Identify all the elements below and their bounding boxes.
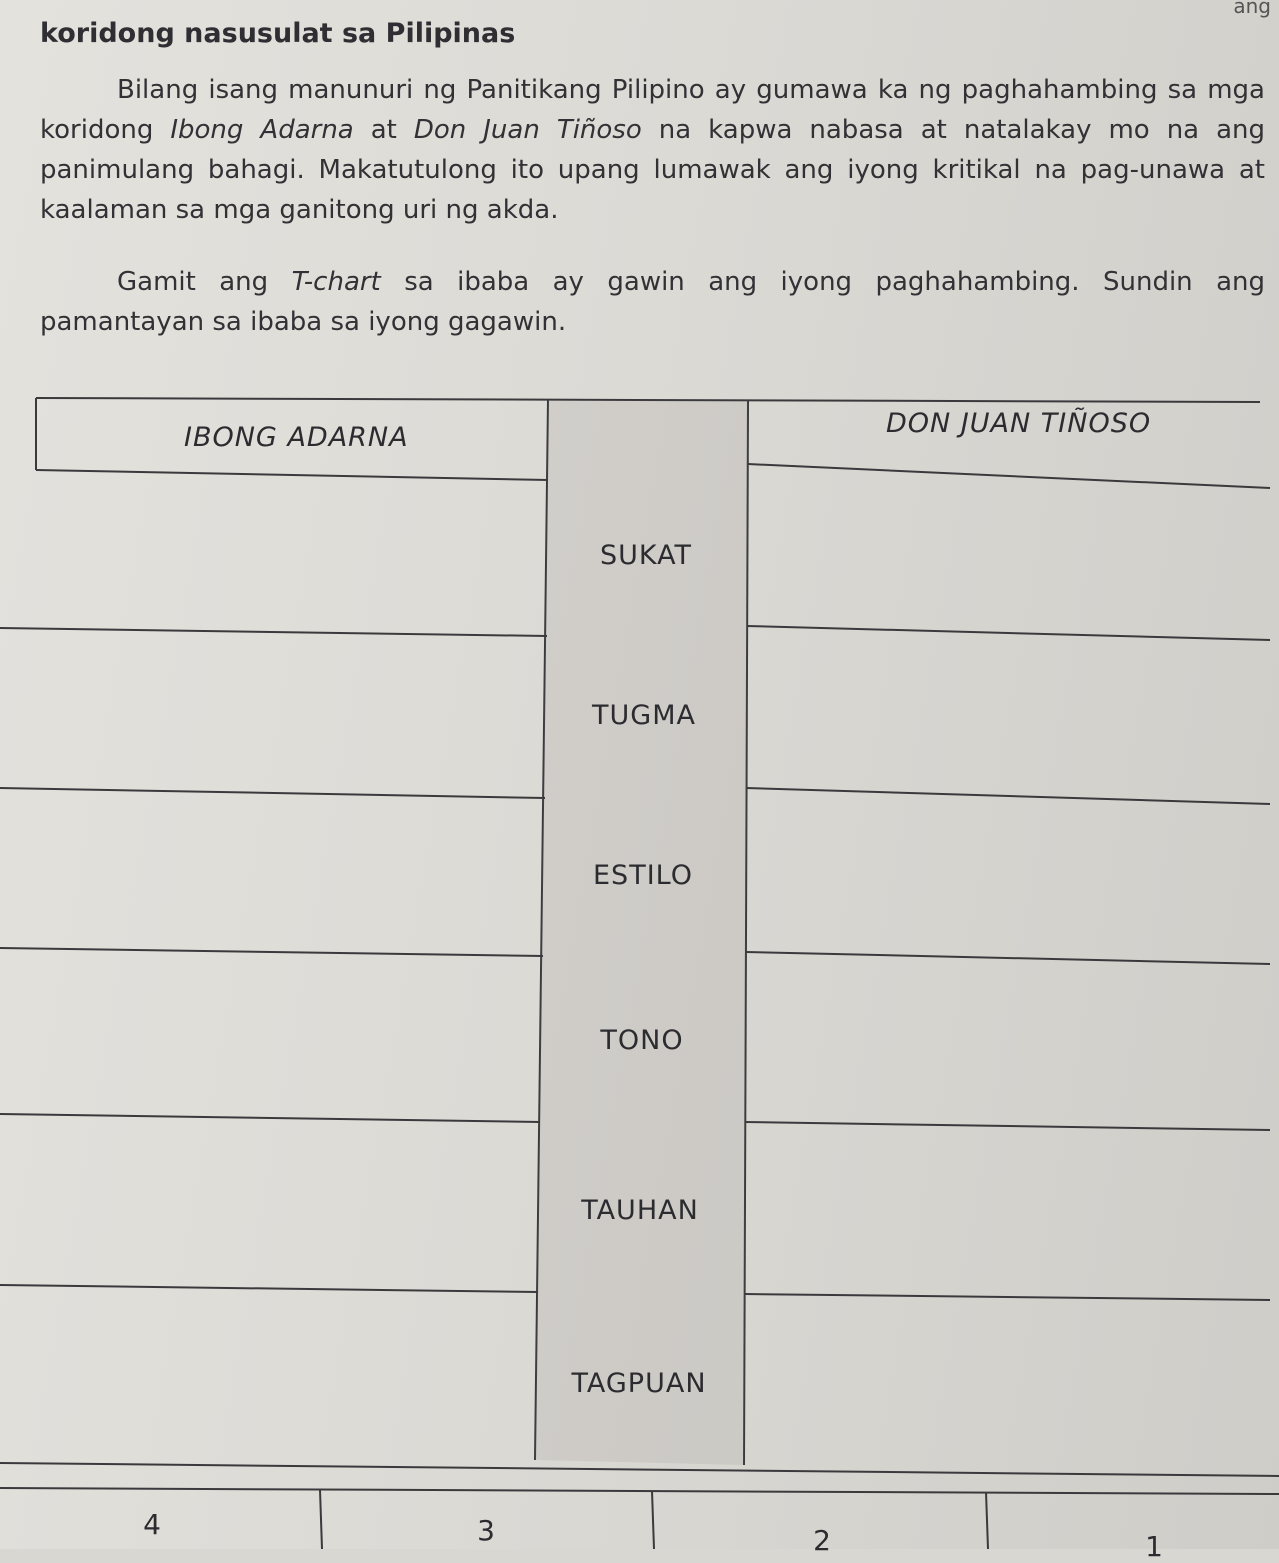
criterion-sukat: SUKAT	[600, 540, 692, 571]
rubric-score-3: 3	[477, 1514, 495, 1547]
title-ibong-adarna: Ibong Adarna	[170, 115, 354, 145]
criterion-tagpuan: TAGPUAN	[571, 1368, 707, 1399]
title-don-juan-tinoso: Don Juan Tiñoso	[413, 115, 642, 145]
right-column-header: DON JUAN TIÑOSO	[886, 408, 1152, 439]
criterion-estilo: ESTILO	[593, 860, 693, 891]
rubric-score-2: 2	[813, 1524, 831, 1557]
rubric-table	[0, 1480, 1279, 1563]
answer-cell-don-juan-tauhan[interactable]	[752, 1132, 1262, 1292]
instruction-paragraph-2: Gamit ang T-chart sa ibaba ay gawin ang iyong paghahambing. Sundin ang pamantayan sa ibaba sa iyong gagawin.	[40, 267, 1265, 337]
section-heading: koridong nasusulat sa Pilipinas	[40, 18, 516, 49]
answer-cell-ibong-adarna-tono[interactable]	[40, 960, 535, 1110]
tchart-term: T-chart	[291, 267, 381, 297]
criterion-tugma: TUGMA	[592, 700, 696, 731]
left-column-header: IBONG ADARNA	[184, 422, 409, 453]
answer-cell-don-juan-tagpuan[interactable]	[752, 1302, 1262, 1462]
answer-cell-don-juan-sukat[interactable]	[752, 490, 1262, 625]
rubric-score-4: 4	[143, 1508, 161, 1541]
answer-cell-don-juan-estilo[interactable]	[752, 806, 1262, 951]
t-chart	[0, 370, 1279, 1480]
criterion-tono: TONO	[600, 1025, 684, 1056]
criterion-tauhan: TAUHAN	[581, 1195, 699, 1226]
answer-cell-ibong-adarna-estilo[interactable]	[40, 800, 540, 945]
instruction-paragraph-1: Bilang isang manunuri ng Panitikang Pilipino ay gumawa ka ng paghahambing sa mga koridong Ibong Adarna at Don Juan Tiñoso na kapwa nabasa at natalakay mo na ang panimulang bahagi. Makatutulong ito upang lumawak ang iyong kritikal na pag-unawa at kaalaman sa mga ganitong uri ng akda.	[40, 75, 1266, 225]
corner-text-fragment: ang	[1233, 0, 1271, 18]
answer-cell-ibong-adarna-tagpuan[interactable]	[40, 1296, 530, 1456]
answer-cell-don-juan-tugma[interactable]	[752, 642, 1262, 787]
answer-cell-ibong-adarna-tugma[interactable]	[40, 640, 540, 785]
rubric-score-1: 1	[1145, 1530, 1163, 1563]
answer-cell-don-juan-tono[interactable]	[752, 966, 1262, 1116]
rubric-grid	[0, 1480, 1279, 1549]
answer-cell-ibong-adarna-sukat[interactable]	[40, 482, 540, 627]
answer-cell-ibong-adarna-tauhan[interactable]	[40, 1126, 535, 1281]
